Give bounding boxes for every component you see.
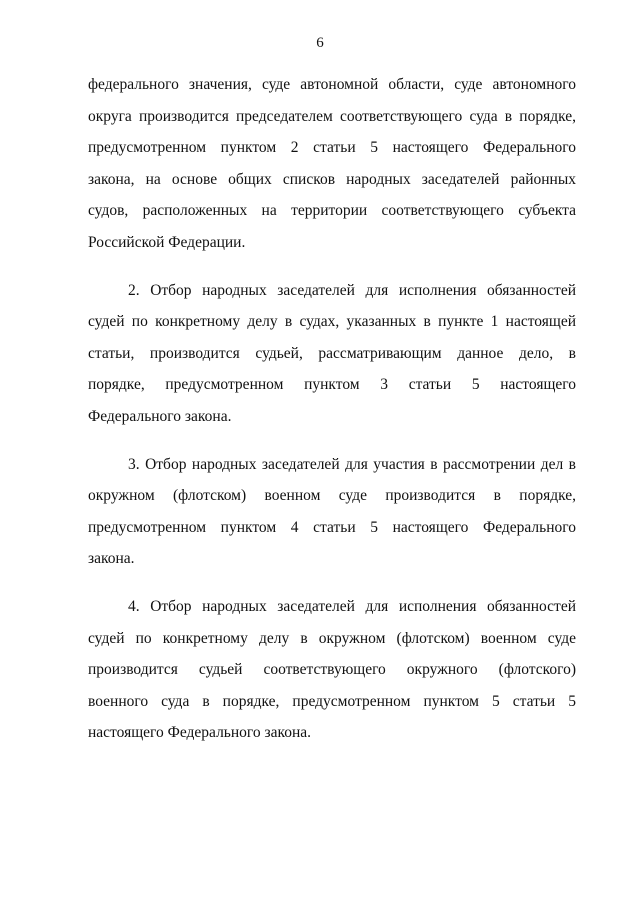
text-line: Федерального закона. xyxy=(88,407,232,425)
text-line: 3. Отбор народных заседателей для участия в рассмотрении дел в xyxy=(128,455,576,473)
text-line: судов, расположенных на территории соответствующего субъекта xyxy=(88,202,576,220)
text-line: Российской Федерации. xyxy=(88,233,246,251)
text-line: производится судьей соответствующего окружного (флотского) xyxy=(88,661,576,679)
text-line: судей по конкретному делу в судах, указанных в пункте 1 настоящей xyxy=(88,313,576,331)
text-line: настоящего Федерального закона. xyxy=(88,724,312,742)
text-line: округа производится председателем соответствующего суда в порядке, xyxy=(88,107,576,125)
text-line: военного суда в порядке, предусмотренном пунктом 5 статьи 5 xyxy=(88,692,576,710)
text-line: судей по конкретному делу в окружном (флотском) военном суде xyxy=(88,629,576,647)
page-number: 6 xyxy=(316,35,324,51)
paragraph-item-3 xyxy=(88,449,576,575)
text-line: закона, на основе общих списков народных заседателей районных xyxy=(88,170,576,188)
text-line: окружном (флотском) военном суде производится в порядке, xyxy=(88,487,576,505)
paragraph-item-2 xyxy=(88,275,576,433)
text-line: статьи, производится судьей, рассматривающим данное дело, в xyxy=(88,344,576,362)
text-line: предусмотренном пунктом 2 статьи 5 настоящего Федерального xyxy=(88,139,576,157)
text-line: закона. xyxy=(88,550,135,568)
text-line: предусмотренном пунктом 4 статьи 5 настоящего Федерального xyxy=(88,518,576,536)
text-line: 4. Отбор народных заседателей для исполнения обязанностей xyxy=(128,597,576,615)
text-line: порядке, предусмотренном пунктом 3 статьи 5 настоящего xyxy=(88,376,576,394)
text-line: 2. Отбор народных заседателей для исполнения обязанностей xyxy=(128,281,576,299)
paragraph-continuation xyxy=(88,69,576,259)
document-body xyxy=(88,69,576,765)
paragraph-item-4 xyxy=(88,591,576,749)
text-line: федерального значения, суде автономной области, суде автономного xyxy=(88,76,576,93)
